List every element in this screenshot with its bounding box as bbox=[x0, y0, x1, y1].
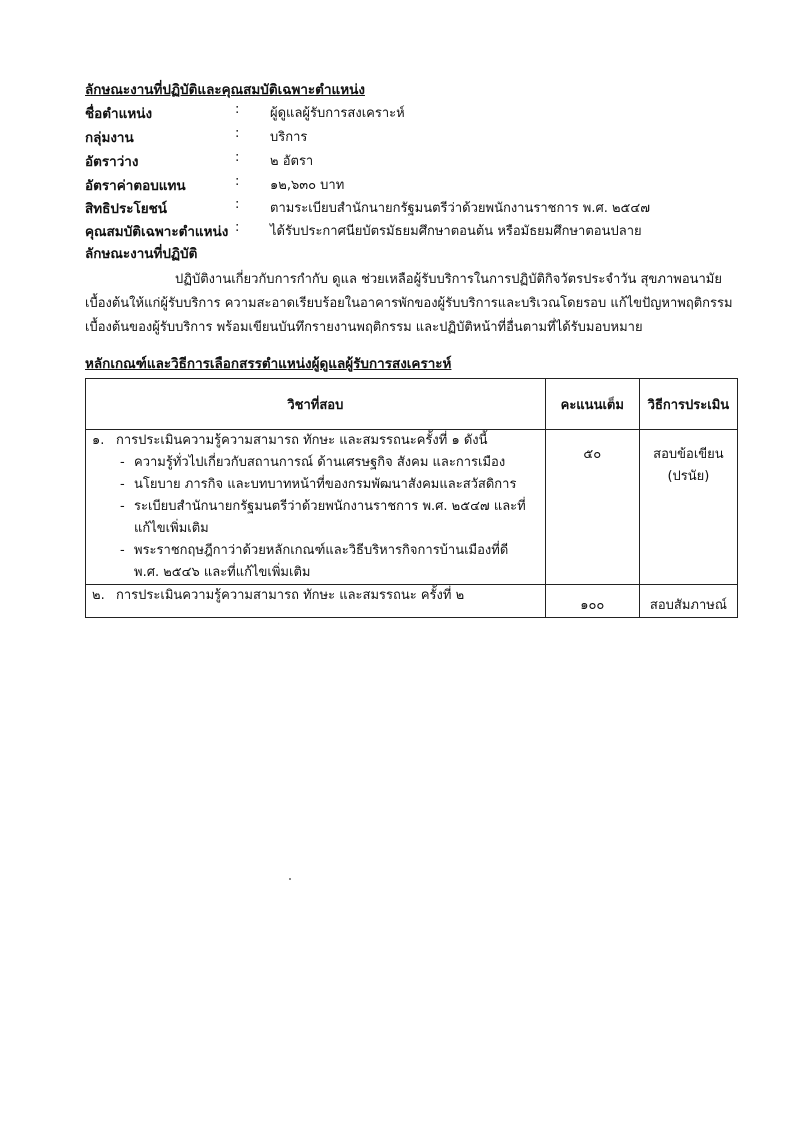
method-cell bbox=[639, 585, 737, 618]
field-label: อัตราว่าง bbox=[85, 154, 139, 170]
header-full-score: คะแนนเต็ม bbox=[545, 379, 639, 430]
subject-text: การประเมินความรู้ความสามารถ ทักษะ และสมรรถนะ ครั้งที่ ๒ bbox=[116, 588, 465, 603]
sub-item-text: พระราชกฤษฎีกาว่าด้วยหลักเกณฑ์และวิธีบริหารกิจการบ้านเมืองที่ดี bbox=[134, 543, 509, 558]
method-line: (ปรนัย) bbox=[667, 469, 710, 484]
assessment-method: สอบสัมภาษณ์ bbox=[649, 598, 727, 613]
sub-item-marker: - bbox=[120, 455, 125, 470]
field-value: ได้รับประกาศนียบัตรมัธยมศึกษาตอนต้น หรือมัธยมศึกษาตอนปลาย bbox=[270, 224, 642, 239]
assessment-method bbox=[640, 430, 737, 488]
subject-item bbox=[86, 430, 545, 452]
table-row bbox=[86, 585, 738, 618]
sub-item bbox=[86, 474, 545, 496]
field-label: ชื่อตำแหน่ง bbox=[85, 106, 153, 122]
field-separator: : bbox=[235, 197, 240, 212]
duties-heading: ลักษณะงานที่ปฏิบัติ bbox=[85, 246, 198, 262]
duties-line: เบื้องต้นของผู้รับบริการ พร้อมเขียนบันทึกรายงานพฤติกรรม และปฏิบัติหน้าที่อื่นตามที่ได้รับมอบหมาย bbox=[85, 320, 643, 335]
item-number: ๒. bbox=[92, 588, 105, 603]
sub-item-text-continued: พ.ศ. ๒๕๔๖ และที่แก้ไขเพิ่มเติม bbox=[134, 565, 311, 580]
sub-item-text-continued: แก้ไขเพิ่มเติม bbox=[134, 521, 209, 536]
subject-cell bbox=[86, 585, 546, 618]
sub-item-text: ระเบียบสำนักนายกรัฐมนตรีว่าด้วยพนักงานราชการ พ.ศ. ๒๕๔๗ และที่ bbox=[134, 499, 526, 514]
sub-item-text: ความรู้ทั่วไปเกี่ยวกับสถานการณ์ ด้านเศรษฐกิจ สังคม และการเมือง bbox=[134, 455, 506, 470]
score-cell bbox=[545, 430, 639, 585]
section-title-duties-qualifications: ลักษณะงานที่ปฏิบัติและคุณสมบัติเฉพาะตำแหน่ง bbox=[85, 82, 365, 98]
sub-item bbox=[86, 496, 545, 540]
sub-item bbox=[86, 540, 545, 584]
field-label: คุณสมบัติเฉพาะตำแหน่ง bbox=[85, 224, 229, 240]
field-value: บริการ bbox=[270, 130, 308, 145]
field-separator: : bbox=[235, 174, 240, 189]
field-separator: : bbox=[235, 220, 240, 235]
field-label: อัตราค่าตอบแทน bbox=[85, 178, 186, 194]
sub-item bbox=[86, 452, 545, 474]
subject-text: การประเมินความรู้ความสามารถ ทักษะ และสมรรถนะครั้งที่ ๑ ดังนี้ bbox=[116, 433, 488, 448]
exam-table bbox=[85, 378, 738, 618]
field-value: ผู้ดูแลผู้รับการสงเคราะห์ bbox=[270, 106, 405, 121]
score-cell bbox=[545, 585, 639, 618]
table-header-row bbox=[86, 379, 738, 430]
full-score: ๑๐๐ bbox=[580, 598, 605, 613]
field-value: ตามระเบียบสำนักนายกรัฐมนตรีว่าด้วยพนักงานราชการ พ.ศ. ๒๕๔๗ bbox=[270, 201, 650, 216]
sub-item-text: นโยบาย ภารกิจ และบทบาทหน้าที่ของกรมพัฒนาสังคมและสวัสดิการ bbox=[134, 477, 517, 492]
field-value: ๑๒,๖๓๐ บาท bbox=[270, 178, 345, 193]
field-label: สิทธิประโยชน์ bbox=[85, 201, 168, 217]
field-label: กลุ่มงาน bbox=[85, 130, 134, 146]
scan-speck bbox=[289, 878, 291, 880]
header-assessment-method: วิธีการประเมิน bbox=[639, 379, 737, 430]
subject-item bbox=[86, 585, 545, 607]
header-subject: วิชาที่สอบ bbox=[86, 379, 546, 430]
sub-item-marker: - bbox=[120, 477, 125, 492]
method-line: สอบข้อเขียน bbox=[653, 447, 724, 462]
duties-line: เบื้องต้นให้แก่ผู้รับบริการ ความสะอาดเรียบร้อยในอาคารพักของผู้รับบริการและบริเวณโดยรอบ แก้ไขปัญหาพฤติกรรม bbox=[85, 296, 733, 311]
method-cell bbox=[639, 430, 737, 585]
sub-item-marker: - bbox=[120, 543, 125, 558]
table-row bbox=[86, 430, 738, 585]
field-value: ๒ อัตรา bbox=[270, 154, 314, 169]
section-title-selection: หลักเกณฑ์และวิธีการเลือกสรรตำแหน่งผู้ดูแลผู้รับการสงเคราะห์ bbox=[85, 356, 452, 372]
item-number: ๑. bbox=[92, 433, 105, 448]
sub-item-marker: - bbox=[120, 499, 125, 514]
full-score: ๕๐ bbox=[583, 447, 602, 462]
field-separator: : bbox=[235, 126, 240, 141]
subject-cell bbox=[86, 430, 546, 585]
duties-line: ปฏิบัติงานเกี่ยวกับการกำกับ ดูแล ช่วยเหลือผู้รับบริการในการปฏิบัติกิจวัตรประจำวัน สุขภาพอนามัย bbox=[175, 272, 722, 287]
field-separator: : bbox=[235, 102, 240, 117]
field-separator: : bbox=[235, 150, 240, 165]
